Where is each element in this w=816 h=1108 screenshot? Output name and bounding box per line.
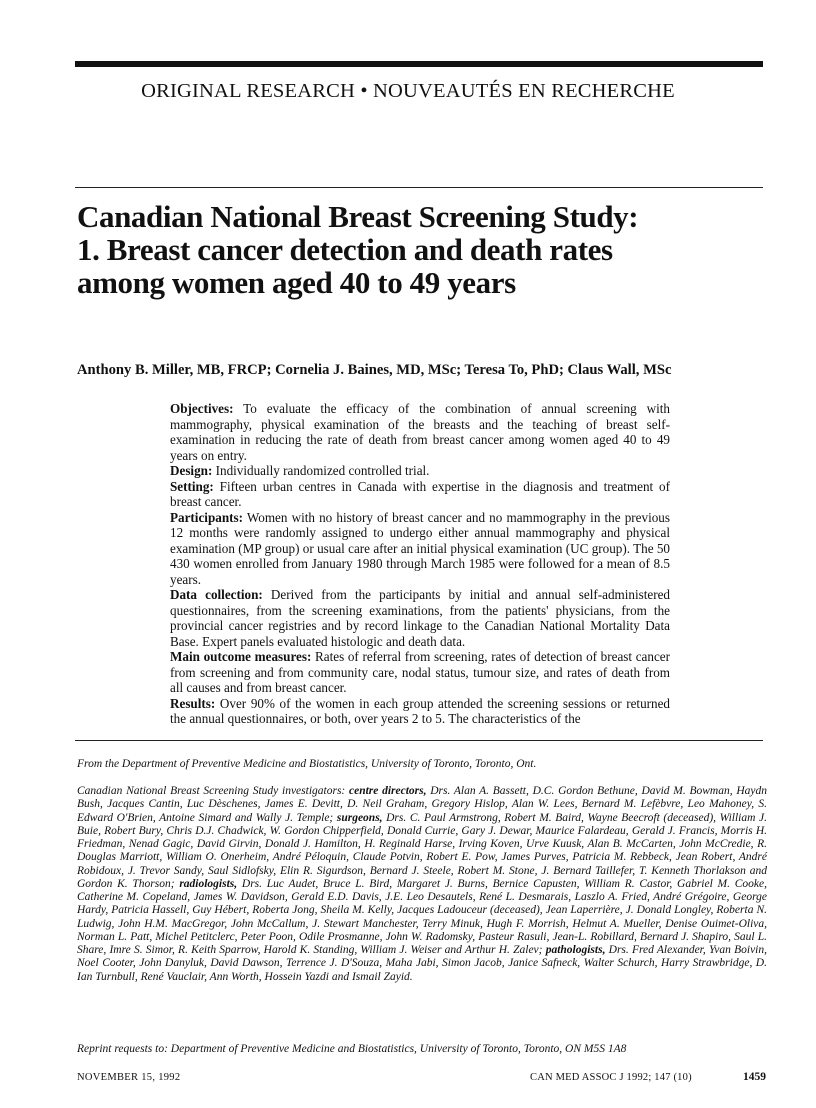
abstract-text: Derived from the participants by initial and annual self-administered questionnaires, from the screening examinations, from the patients' physicians, from the provincial cancer registries and by record linkage to the Canadian National Mortality Data Base. Expert panels evaluated histologic and death data.: [170, 587, 670, 649]
investigators-note: [77, 785, 767, 984]
abstract-text: To evaluate the efficacy of the combination of annual screening with mammography, physical examination of the breasts and the teaching of breast self-examination in reducing the rate of death from breast cancer among women aged 40 to 49 years on entry.: [170, 401, 670, 463]
abstract-outcome-measures: [170, 649, 670, 696]
investigators-intro: Canadian National Breast Screening Study investigators:: [77, 785, 349, 797]
role-label-surgeons: surgeons,: [336, 811, 383, 824]
article-title: [77, 200, 757, 299]
footer-journal-citation: CAN MED ASSOC J 1992; 147 (10): [530, 1072, 692, 1083]
abstract-text: Rates of referral from screening, rates of detection of breast cancer from screening and from community care, nodal status, tumour size, and rates of death from all causes and from breast cancer.: [170, 649, 670, 695]
abstract-participants: [170, 510, 670, 588]
centre-directors-list: Drs. Alan A. Bassett, D.C. Gordon Bethune, David M. Bowman, Haydn Bush, Jacques Cantin, Luc Dèschenes, James E. Devitt, D. Neil Graham, Gregory Hislop, Alan W. Lees, Bernard M. Lefèbvre, Leo Mahoney, S. Edward O'Brien, Antoine Simard and Wally J. Temple;: [77, 785, 767, 824]
abstract-data-collection: [170, 587, 670, 649]
page-number: 1459: [743, 1071, 766, 1083]
abstract-results: [170, 696, 670, 727]
abstract-text: Women with no history of breast cancer and no mammography in the previous 12 months were randomly assigned to undergo either annual mammography and physical examination (MP group) or usual care after an initial physical examination (UC group). The 50 430 women enrolled from January 1980 through March 1985 were followed for a mean of 8.5 years.: [170, 509, 670, 587]
abstract-label: Setting:: [170, 478, 214, 494]
title-line: 1. Breast cancer detection and death rates: [77, 232, 613, 267]
header-divider: [75, 187, 763, 188]
abstract-label: Results:: [170, 695, 216, 711]
role-label-pathologists: pathologists,: [545, 944, 606, 956]
abstract-label: Main outcome measures:: [170, 649, 312, 664]
reprint-note: Reprint requests to: Department of Preventive Medicine and Biostatistics, University of Toronto, Toronto, ON M5S 1A8: [77, 1043, 627, 1055]
affiliation-note: From the Department of Preventive Medicine and Biostatistics, University of Toronto, Toronto, Ont.: [77, 758, 537, 770]
title-line: among women aged 40 to 49 years: [77, 265, 516, 300]
title-line: Canadian National Breast Screening Study:: [77, 199, 639, 234]
section-header: ORIGINAL RESEARCH • NOUVEAUTÉS EN RECHERCHE: [141, 80, 675, 102]
abstract-label: Data collection:: [170, 587, 263, 602]
footnote-divider: [75, 740, 763, 741]
author-list: Anthony B. Miller, MB, FRCP; Cornelia J. Baines, MD, MSc; Teresa To, PhD; Claus Wall, MSc: [77, 362, 672, 378]
abstract-label: Design:: [170, 463, 213, 478]
top-rule: [75, 61, 763, 67]
abstract-design: [170, 463, 670, 479]
role-label-radiologists: radiologists,: [179, 877, 238, 890]
pathologists-list: Drs. Fred Alexander, Yvan Boivin, Noel Cooter, John Danyluk, David Dawson, Terrence J. D'Souza, Maha Jabi, Simon Jacob, Janice Safneck, Walter Schurch, Harry Strawbridge, D. Ian Turnbull, René Vauclair, Ann Worth, Hossein Yazdi and Ismail Zayid.: [77, 944, 767, 983]
footer-date: NOVEMBER 15, 1992: [77, 1072, 181, 1083]
abstract: [170, 401, 670, 727]
abstract-label: Participants:: [170, 509, 243, 525]
abstract-text: Over 90% of the women in each group attended the screening sessions or returned the annual questionnaires, or both, over years 2 to 5. The characteristics of the: [170, 695, 670, 726]
abstract-label: Objectives:: [170, 401, 234, 416]
abstract-text: Fifteen urban centres in Canada with expertise in the diagnosis and treatment of breast cancer.: [170, 478, 670, 509]
role-label-centre-directors: centre directors,: [348, 785, 427, 797]
abstract-objectives: [170, 401, 670, 463]
radiologists-list: Drs. Luc Audet, Bruce L. Bird, Margaret J. Burns, Bernice Capusten, William R. Castor, Gabriel M. Cooke, Catherine M. Copeland, James W. Davidson, Gerald E.D. Davis, J.E. Leo Desautels, René L. Desmarais, Laszlo A. Fried, André Grégoire, George Hardy, Patricia Hassell, Guy Hébert, Roberta Jong, Sheila M. Kelly, Jacques Ladouceur (deceased), Jean Laperrière, J. Donald Longley, Roberta N. Ludwig, John H.M. MacGregor, John McCallum, J. Stewart Manchester, Terry Minuk, Hugh F. Morrish, Helmut A. Mueller, Denise Ouimet-Oliva, Norman L. Patt, Michel Petitclerc, Peter Poon, Odile Prosmanne, John W. Radomsky, Pasteur Rasuli, Jean-L. Robillard, Bernard J. Shapiro, Saul L. Share, Imre S. Simor, R. Keith Sparrow, Harold K. Standing, William J. Weiser and Arthur H. Zalev;: [77, 877, 767, 956]
abstract-setting: [170, 479, 670, 510]
surgeons-list: Drs. C. Paul Armstrong, Robert M. Baird, Wayne Beecroft (deceased), William J. Buie, Robert Bury, Chris D.J. Chadwick, W. Gordon Chipperfield, Donald Currie, Gary J. Dewar, Maurice Falardeau, Gerald J. Francis, Morris H. Friedman, Nenad Gagic, David Girvin, Donald J. Hamilton, H. Reginald Harse, Irving Koven, Urve Kuusk, Alan B. McCarten, John McCredie, R. Douglas Marriott, William O. Onerheim, André Péloquin, Claude Potvin, Robert E. Pow, James Purves, Patricia M. Rebbeck, Jean Robert, André Robidoux, J. Trevor Sandy, Saul Sidlofsky, Elin R. Sigurdson, Bernard J. Steele, Robert M. Stone, J. Bernard Taillefer, T. Kenneth Thorlakson and Gordon K. Thorson;: [77, 811, 767, 890]
abstract-text: Individually randomized controlled trial.: [212, 463, 430, 478]
